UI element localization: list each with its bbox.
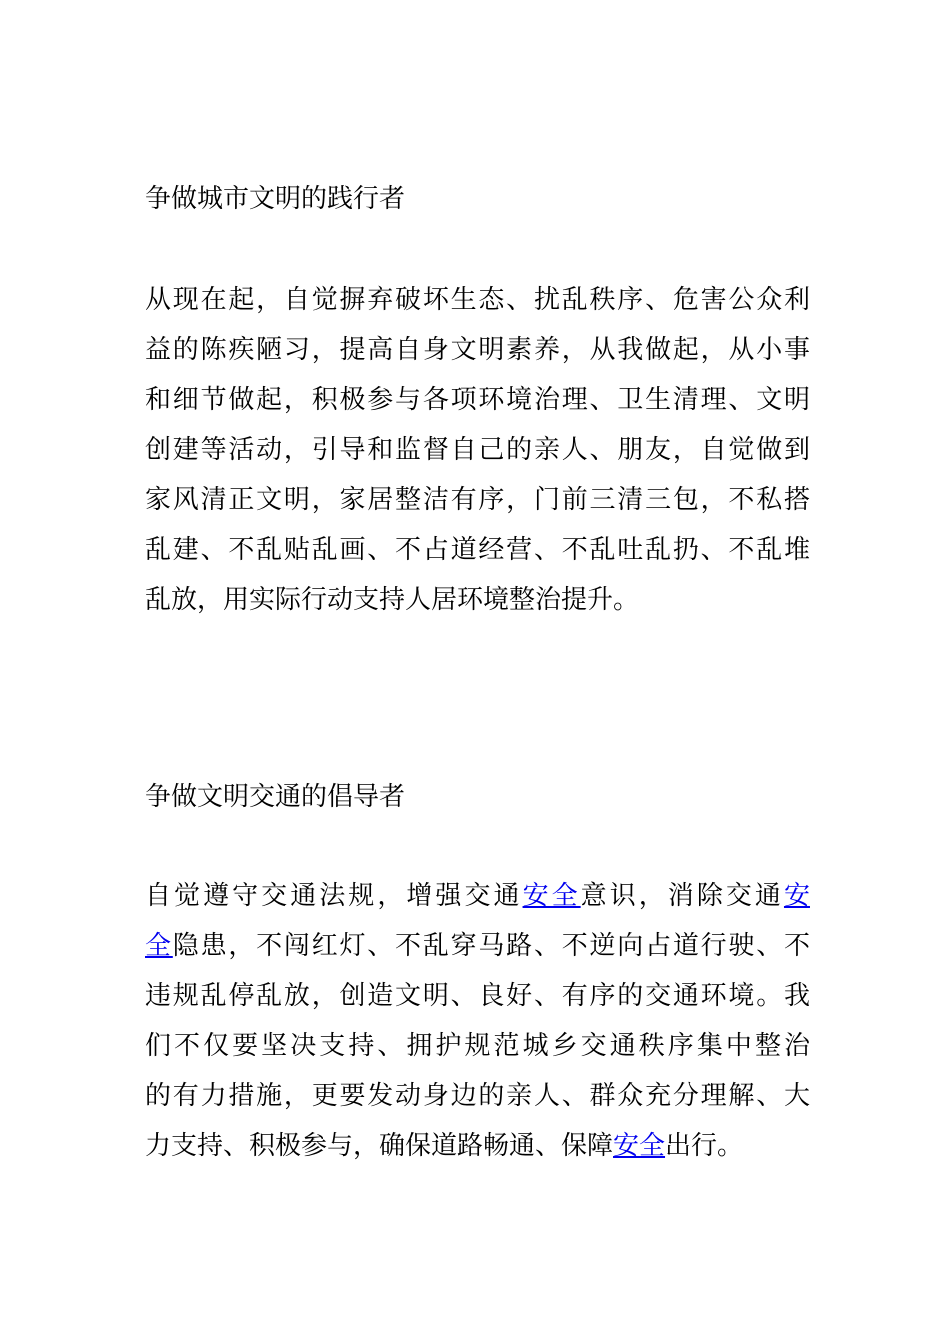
text-run: 隐患，不闯红灯、不乱穿马路、不逆向占道行驶、不 xyxy=(172,931,810,961)
section1-line: 从现在起，自觉摒弃破坏生态、扰乱秩序、危害公众利 xyxy=(145,285,810,315)
safety-link[interactable]: 全 xyxy=(145,931,173,961)
section2-line xyxy=(145,921,810,971)
section2-heading: 争做文明交通的倡导者 xyxy=(145,782,406,812)
section1-line: 乱放，用实际行动支持人居环境整治提升。 xyxy=(145,585,640,615)
text-run: 意识，消除交通 xyxy=(580,881,784,911)
section2-paragraph xyxy=(145,871,810,1171)
text-run: 出行。 xyxy=(665,1131,744,1161)
section1-line: 和细节做起，积极参与各项环境治理、卫生清理、文明 xyxy=(145,385,810,415)
section2-line xyxy=(145,1121,810,1171)
section2-line xyxy=(145,871,810,921)
section1-line: 家风清正文明，家居整洁有序，门前三清三包，不私搭 xyxy=(145,485,810,515)
text-run: 自觉遵守交通法规，增强交通 xyxy=(145,881,523,911)
section1-heading: 争做城市文明的践行者 xyxy=(145,184,406,214)
section2-line: 违规乱停乱放，创造文明、良好、有序的交通环境。我 xyxy=(145,981,810,1011)
section1-line: 创建等活动，引导和监督自己的亲人、朋友，自觉做到 xyxy=(145,435,810,465)
section1-line: 益的陈疾陋习，提高自身文明素养，从我做起，从小事 xyxy=(145,335,810,365)
safety-link[interactable]: 安 xyxy=(783,881,810,911)
text-run: 力支持、积极参与，确保道路畅通、保障 xyxy=(145,1131,614,1161)
section2-line: 们不仅要坚决支持、拥护规范城乡交通秩序集中整治 xyxy=(145,1031,810,1061)
section1-paragraph xyxy=(145,275,810,625)
section2-line: 的有力措施，更要发动身边的亲人、群众充分理解、大 xyxy=(145,1081,810,1111)
section1-line: 乱建、不乱贴乱画、不占道经营、不乱吐乱扔、不乱堆 xyxy=(145,535,810,565)
safety-link[interactable]: 安全 xyxy=(522,881,581,911)
safety-link[interactable]: 安全 xyxy=(613,1131,666,1161)
